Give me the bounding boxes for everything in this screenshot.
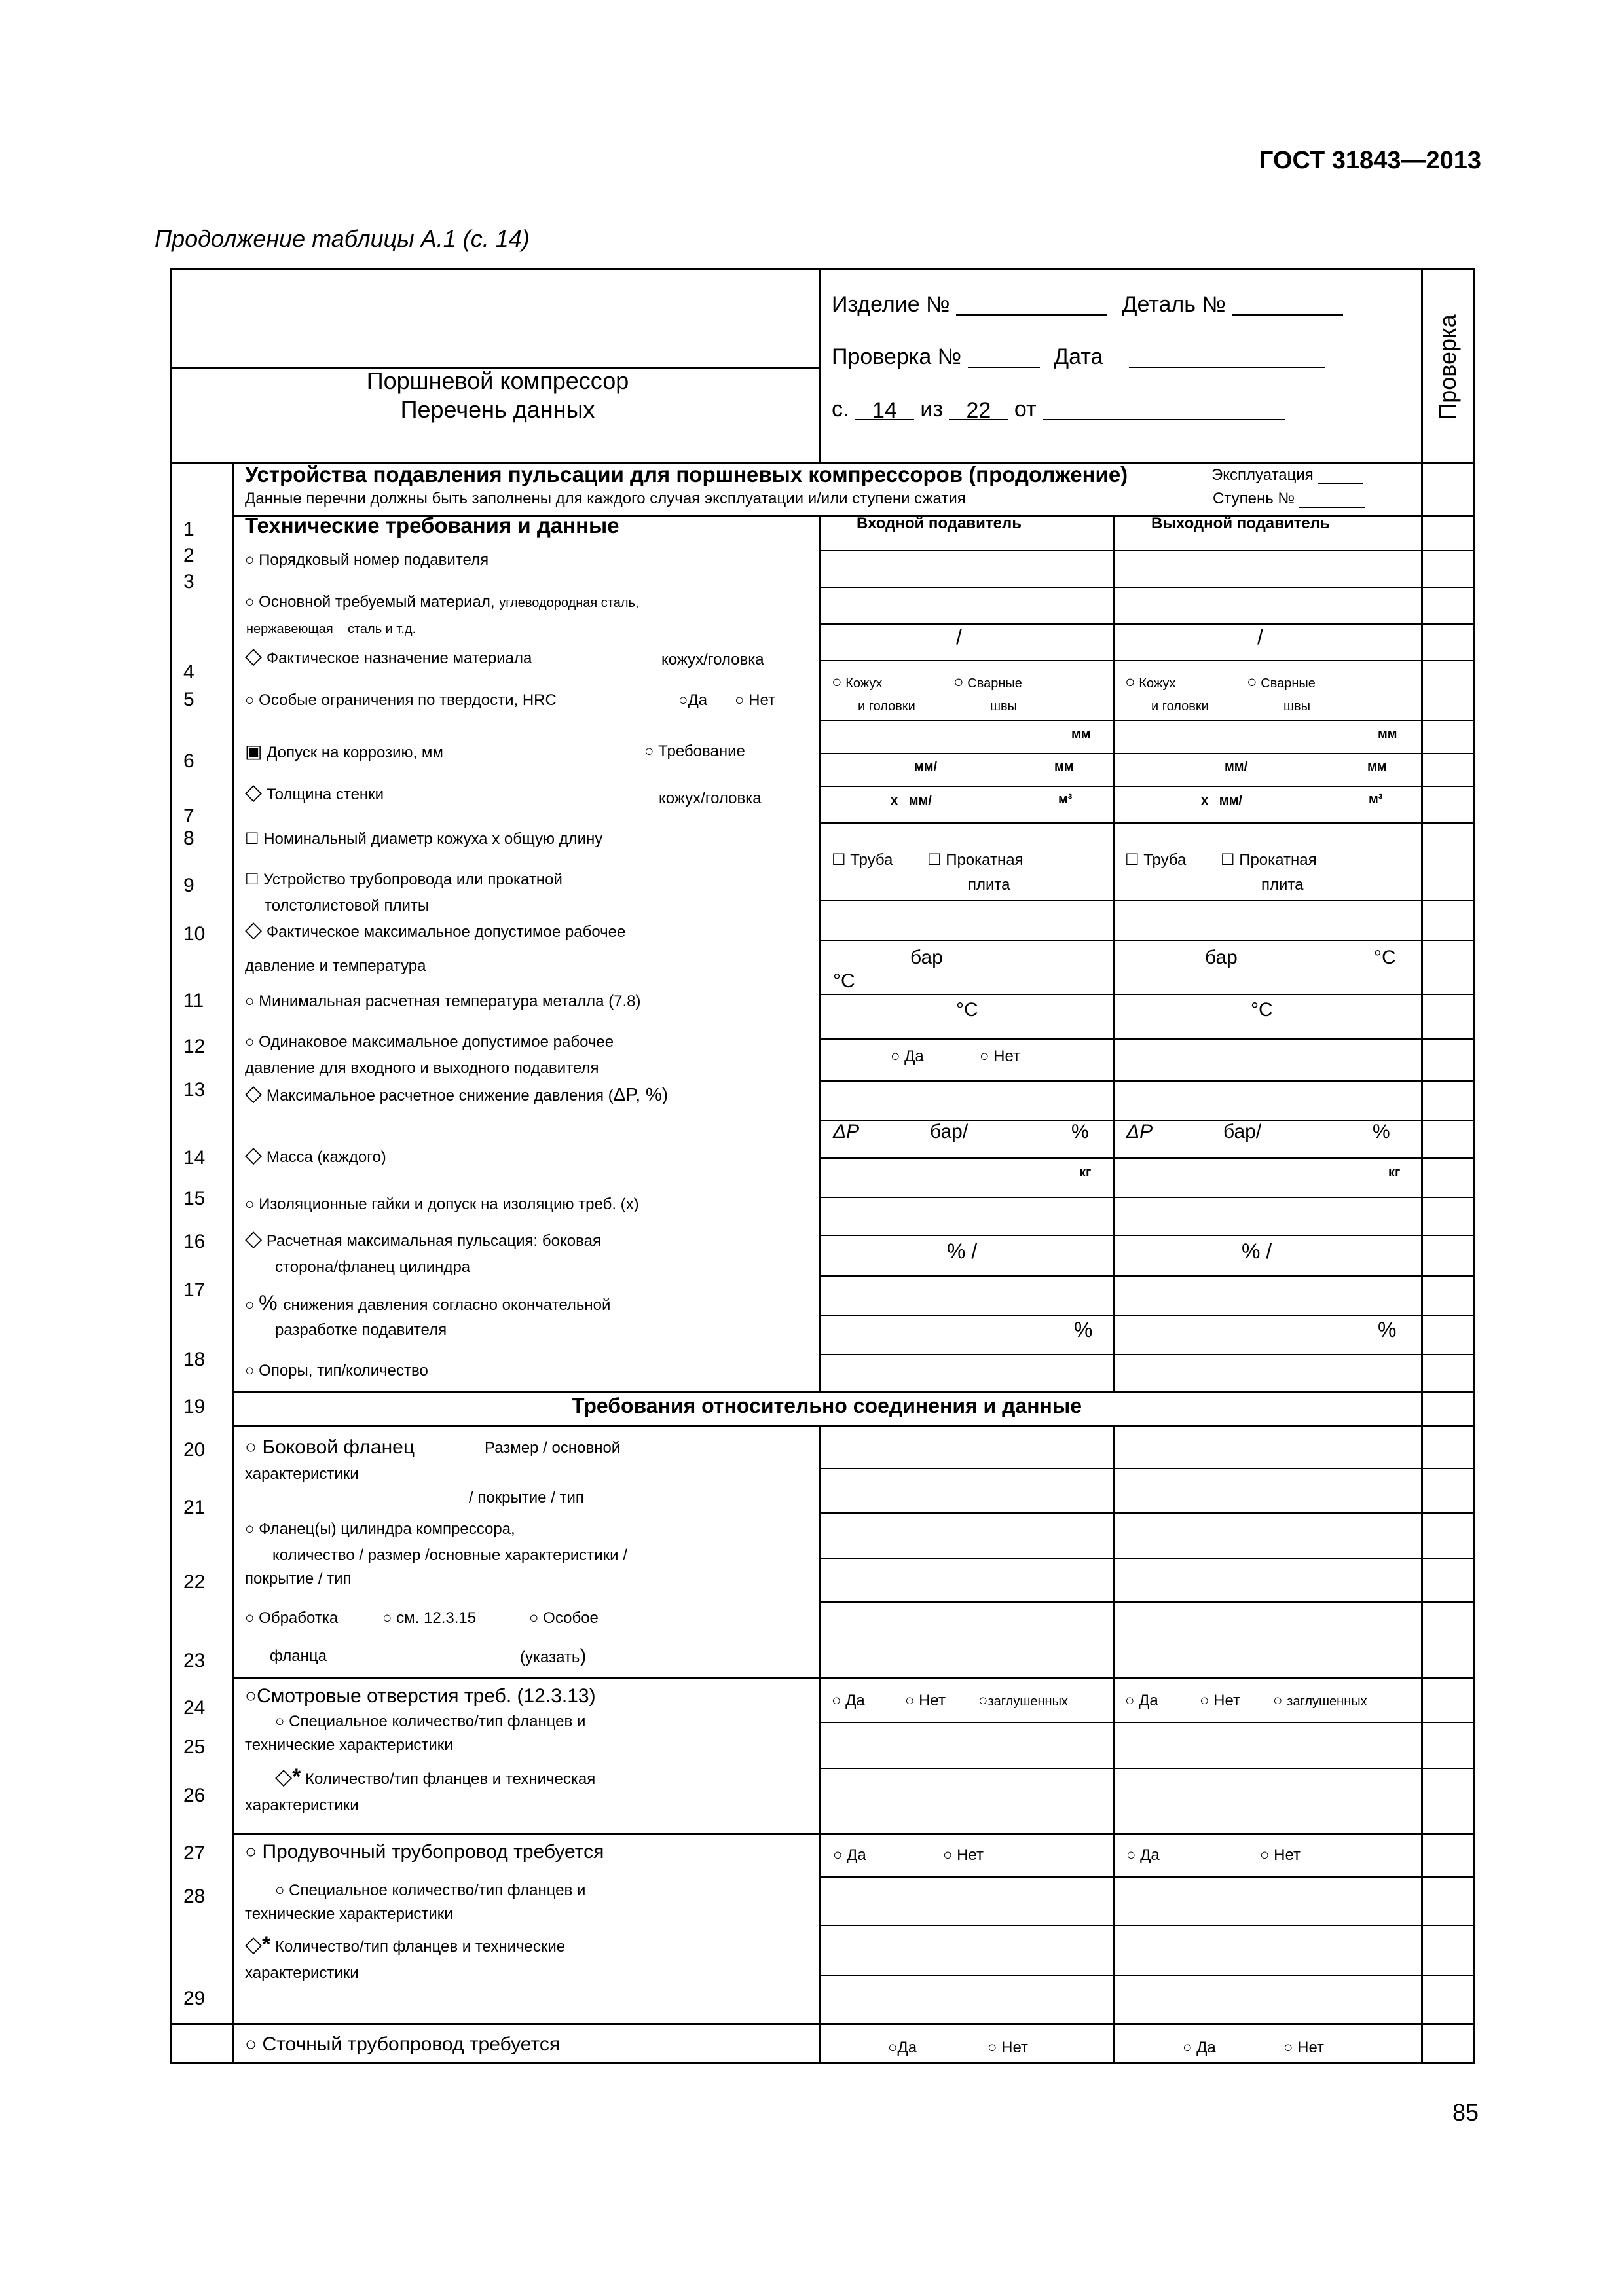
outlet-corrosion-unit: мм <box>1378 727 1397 741</box>
section1-subtitle: Данные перечни должны быть заполнены для каждого случая эксплуатации и/или ступени сжатия <box>245 490 966 507</box>
hardness-no-option[interactable]: ○ Нет <box>735 691 776 709</box>
operation-field[interactable] <box>1318 467 1363 484</box>
row-corrosion-allowance: ▣ Допуск на коррозию, мм <box>245 741 443 761</box>
requirements-header: Технические требования и данные <box>245 513 619 538</box>
outlet-column-divider-1 <box>1113 515 1115 1391</box>
inlet-purge-no[interactable]: ○ Нет <box>943 1846 984 1864</box>
row-inspection-special: ○ Специальное количество/тип фланцев и <box>275 1713 586 1730</box>
inlet-pulsation-unit: % / <box>947 1239 978 1263</box>
outlet-pulsation-unit: % / <box>1242 1239 1272 1263</box>
inlet-mass-unit: кг <box>1079 1165 1092 1180</box>
row-number: 4 <box>183 661 194 683</box>
page-current: 14 <box>855 399 914 420</box>
inlet-welded-option-cont: швы <box>990 699 1018 714</box>
row-min-metal-temp: ○ Минимальная расчетная температура металла (7.8) <box>245 993 641 1010</box>
row-flange-finish-cont: фланца <box>270 1647 327 1665</box>
stage-label: Ступень № <box>1213 490 1295 507</box>
row-number: 8 <box>183 828 194 849</box>
outlet-dp-label: ΔP <box>1126 1121 1153 1142</box>
inlet-column-header: Входной подавитель <box>857 515 1022 532</box>
row-purge-special-cont: технические характеристики <box>245 1905 453 1923</box>
corrosion-requirement-option[interactable]: ○ Требование <box>644 742 745 760</box>
part-number-label: Деталь № <box>1122 292 1226 317</box>
inlet-dp-pct-unit: % <box>1071 1121 1089 1142</box>
form-title-line1: Поршневой компрессор <box>366 367 629 394</box>
row-number: 16 <box>183 1231 206 1252</box>
row-insulation: ○ Изоляционные гайки и допуск на изоляцию треб. (x) <box>245 1195 639 1213</box>
page-number: 85 <box>1452 2099 1479 2126</box>
standard-number: ГОСТ 31843—2013 <box>1259 147 1481 174</box>
row-material-assignment-note: кожух/головка <box>661 651 764 668</box>
row-number: 15 <box>183 1188 206 1209</box>
row-number: 21 <box>183 1497 206 1518</box>
row-number: 17 <box>183 1279 206 1301</box>
row-number: 6 <box>183 750 194 772</box>
inlet-reduction-unit: % <box>1074 1318 1093 1341</box>
row-number: 5 <box>183 689 194 710</box>
continuation-caption: Продолжение таблицы А.1 (с. 14) <box>155 225 530 252</box>
row-number: 12 <box>183 1036 206 1057</box>
outlet-pressure-unit: бар <box>1205 947 1238 968</box>
product-number-label: Изделие № <box>832 292 950 317</box>
row-nominal-diameter: ☐ Номинальный диаметр кожуха х общую длину <box>245 830 603 848</box>
check-side-label: Проверка <box>1434 314 1461 420</box>
outlet-column-divider-2 <box>1113 1425 1115 2064</box>
inlet-min-temp-unit: °С <box>956 999 978 1021</box>
outlet-reduction-unit: % <box>1378 1318 1397 1341</box>
row-number: 27 <box>183 1842 206 1864</box>
row-number: 18 <box>183 1349 206 1370</box>
row-purge-qty-cont: характеристики <box>245 1964 359 1982</box>
row-equal-mawp: ○ Одинаковое максимальное допустимое рабочее <box>245 1033 614 1051</box>
row-sequence-number: ○ Порядковый номер подавителя <box>245 551 489 569</box>
outlet-volume-unit: м³ <box>1369 792 1383 807</box>
outlet-dimension-x: х <box>1201 793 1209 808</box>
inlet-corrosion-unit: мм <box>1071 727 1091 741</box>
from-field[interactable] <box>1043 399 1285 420</box>
equal-mawp-no-option[interactable]: ○ Нет <box>980 1048 1021 1065</box>
row-number: 2 <box>183 545 194 566</box>
row-side-flange-size: Размер / основной <box>485 1439 621 1457</box>
row-base-material: ○ Основной требуемый материал, углеводородная сталь, <box>245 593 639 611</box>
row-max-pressure-drop: ◇ Максимальное расчетное снижение давления (ΔP, %) <box>245 1081 669 1106</box>
outlet-drain-no[interactable]: ○ Нет <box>1283 2039 1325 2056</box>
row-number: 1 <box>183 519 194 540</box>
outlet-min-temp-unit: °С <box>1251 999 1273 1021</box>
inlet-dimension-x: х <box>891 793 898 808</box>
row-number: 20 <box>183 1439 206 1461</box>
inlet-thickness-unit-2: мм <box>1054 759 1074 774</box>
row-pressure-reduction: ○ % снижения давления согласно окончательной <box>245 1291 611 1315</box>
operation-label: Эксплуатация <box>1211 466 1314 484</box>
row-side-flange: ○ Боковой фланец <box>245 1436 415 1458</box>
row-wall-thickness-note: кожух/головка <box>659 790 762 807</box>
row-number: 19 <box>183 1396 206 1417</box>
outlet-inspection-no[interactable]: ○ Нет <box>1200 1692 1241 1709</box>
row-number: 24 <box>183 1697 206 1719</box>
row-mass: ◇ Масса (каждого) <box>245 1142 386 1167</box>
page-total: 22 <box>949 399 1008 420</box>
inlet-volume-unit: м³ <box>1058 792 1073 807</box>
row-wall-thickness: ◇ Толщина стенки <box>245 780 384 805</box>
outlet-dp-bar-unit: бар/ <box>1223 1121 1262 1142</box>
row-number: 26 <box>183 1785 206 1806</box>
inlet-drain-no[interactable]: ○ Нет <box>987 2039 1029 2056</box>
row-flange-finish-specify: (указать) <box>520 1645 587 1667</box>
row-cylinder-flanges: ○ Фланец(ы) цилиндра компрессора, <box>245 1520 515 1538</box>
inlet-temperature-unit: °С <box>833 970 855 992</box>
inlet-plate-option[interactable]: ☐ Прокатная <box>927 851 1024 869</box>
flange-finish-standard-option[interactable]: ○ см. 12.3.15 <box>382 1609 477 1627</box>
outlet-thickness-unit-1: мм/ <box>1225 759 1248 774</box>
row-max-allowable-pressure: ◇ Фактическое максимальное допустимое рабочее <box>245 917 626 942</box>
outlet-mass-unit: кг <box>1388 1165 1401 1180</box>
outlet-welded-option[interactable]: ○ Сварные <box>1247 672 1316 691</box>
hardness-yes-option[interactable]: ○Да <box>678 691 708 709</box>
row-number: 9 <box>183 875 194 896</box>
outlet-material-slash: / <box>1257 625 1263 649</box>
row-cylinder-flanges-coating: покрытие / тип <box>245 1570 352 1588</box>
row-purge-piping: ○ Продувочный трубопровод требуется <box>245 1841 604 1863</box>
check-number-field[interactable] <box>968 347 1040 368</box>
row-number: 29 <box>183 1988 206 2009</box>
row-number: 11 <box>183 990 204 1011</box>
row-number: 25 <box>183 1736 206 1758</box>
row-pressure-reduction-cont: разработке подавителя <box>275 1321 447 1339</box>
row-hardness-limits: ○ Особые ограничения по твердости, HRC <box>245 691 557 709</box>
row-number: 23 <box>183 1650 206 1671</box>
inlet-inspection-plugged[interactable]: ○заглушенных <box>978 1692 1068 1709</box>
outlet-dp-pct-unit: % <box>1373 1121 1390 1142</box>
outlet-temperature-unit: °С <box>1374 947 1396 968</box>
row-number: 10 <box>183 923 206 945</box>
inlet-column-divider-2 <box>819 1425 821 2064</box>
outlet-plate-option[interactable]: ☐ Прокатная <box>1221 851 1317 869</box>
row-number: 7 <box>183 805 194 827</box>
inlet-material-slash: / <box>956 625 962 649</box>
row-max-allowable-pressure-cont: давление и температура <box>245 957 426 975</box>
row-equal-mawp-cont: давление для входного и выходного подавителя <box>245 1059 599 1077</box>
row-inspection-qty-cont: характеристики <box>245 1796 359 1814</box>
equal-mawp-yes-option[interactable]: ○ Да <box>891 1048 924 1065</box>
row-purge-qty: ◇* Количество/тип фланцев и технические <box>245 1932 566 1957</box>
row-supports: ○ Опоры, тип/количество <box>245 1362 428 1379</box>
row-material-assignment: ◇ Фактическое назначение материала <box>245 644 532 668</box>
inlet-column-divider-1 <box>819 515 821 1391</box>
date-label: Дата <box>1054 344 1103 369</box>
outlet-pipe-option[interactable]: ☐ Труба <box>1125 851 1187 869</box>
row-side-flange-coating: / покрытие / тип <box>469 1489 584 1506</box>
inlet-dp-bar-unit: бар/ <box>930 1121 969 1142</box>
row-inspection-qty: ◇* Количество/тип фланцев и техническая <box>275 1764 596 1789</box>
outlet-dimension-unit: мм/ <box>1219 793 1242 808</box>
row-number: 28 <box>183 1886 206 1907</box>
outlet-plate-option-cont: плита <box>1261 876 1304 894</box>
outlet-inspection-plugged[interactable]: ○ заглушенных <box>1273 1692 1367 1709</box>
check-number-label: Проверка № <box>832 344 962 369</box>
outlet-welded-option-cont: швы <box>1283 699 1311 714</box>
row-purge-special: ○ Специальное количество/тип фланцев и <box>275 1882 586 1899</box>
outlet-thickness-unit-2: мм <box>1367 759 1387 774</box>
inlet-thickness-unit-1: мм/ <box>914 759 938 774</box>
part-number-field[interactable] <box>1232 295 1343 316</box>
row-number: 13 <box>183 1079 206 1101</box>
row-cylinder-flanges-cont: количество / размер /основные характеристики / <box>272 1546 627 1564</box>
inlet-plate-option-cont: плита <box>968 876 1010 894</box>
row-number: 14 <box>183 1147 206 1169</box>
row-inspection-special-cont: технические характеристики <box>245 1736 453 1754</box>
inlet-dimension-unit: мм/ <box>908 793 932 808</box>
row-piping-construction-cont: толстолистовой плиты <box>265 897 430 915</box>
date-field[interactable] <box>1129 347 1325 368</box>
header-divider <box>819 268 821 462</box>
row-base-material-cont: нержавеющая сталь и т.д. <box>246 622 416 636</box>
outlet-purge-yes[interactable]: ○ Да <box>1126 1846 1160 1864</box>
from-label: от <box>1014 397 1037 422</box>
flange-finish-special-option[interactable]: ○ Особое <box>529 1609 599 1627</box>
section1-title: Устройства подавления пульсации для поршневых компрессоров (продолжение) <box>245 462 1128 486</box>
row-inspection-openings: ○Смотровые отверстия треб. (12.3.13) <box>245 1685 596 1707</box>
outlet-shell-option-cont: и головки <box>1151 699 1209 714</box>
inlet-pressure-unit: бар <box>910 947 943 968</box>
inlet-shell-option[interactable]: ○ Кожух <box>832 672 883 691</box>
row-side-flange-cont: характеристики <box>245 1465 359 1483</box>
row-number: 22 <box>183 1571 206 1593</box>
inlet-pipe-option[interactable]: ☐ Труба <box>832 851 893 869</box>
number-column-divider <box>232 462 234 2064</box>
inlet-purge-yes[interactable]: ○ Да <box>833 1846 866 1864</box>
page-prefix: с. <box>832 397 849 422</box>
row-max-pulsation: ◇ Расчетная максимальная пульсация: боковая <box>245 1226 601 1251</box>
outlet-shell-option[interactable]: ○ Кожух <box>1125 672 1176 691</box>
row-number: 3 <box>183 571 194 592</box>
outlet-purge-no[interactable]: ○ Нет <box>1260 1846 1301 1864</box>
row-max-pulsation-cont: сторона/фланец цилиндра <box>275 1258 471 1276</box>
inlet-shell-option-cont: и головки <box>858 699 915 714</box>
check-column-divider <box>1421 268 1423 2064</box>
inlet-inspection-no[interactable]: ○ Нет <box>905 1692 946 1709</box>
form-title-line2: Перечень данных <box>400 396 595 423</box>
outlet-column-header: Выходной подавитель <box>1151 515 1330 532</box>
inlet-dp-label: ΔP <box>833 1121 860 1142</box>
product-number-field[interactable] <box>956 295 1107 316</box>
inlet-inspection-yes[interactable]: ○ Да <box>832 1692 865 1709</box>
inlet-welded-option[interactable]: ○ Сварные <box>953 672 1022 691</box>
row-piping-construction: ☐ Устройство трубопровода или прокатной <box>245 871 563 888</box>
row-drain-piping: ○ Сточный трубопровод требуется <box>245 2033 561 2055</box>
row-flange-finish: ○ Обработка <box>245 1609 339 1627</box>
of-label: из <box>920 397 943 422</box>
inlet-drain-yes[interactable]: ○Да <box>888 2039 917 2056</box>
outlet-inspection-yes[interactable]: ○ Да <box>1125 1692 1158 1709</box>
section2-title: Требования относительно соединения и данные <box>571 1394 1082 1417</box>
stage-field[interactable] <box>1299 491 1365 508</box>
outlet-drain-yes[interactable]: ○ Да <box>1183 2039 1216 2056</box>
